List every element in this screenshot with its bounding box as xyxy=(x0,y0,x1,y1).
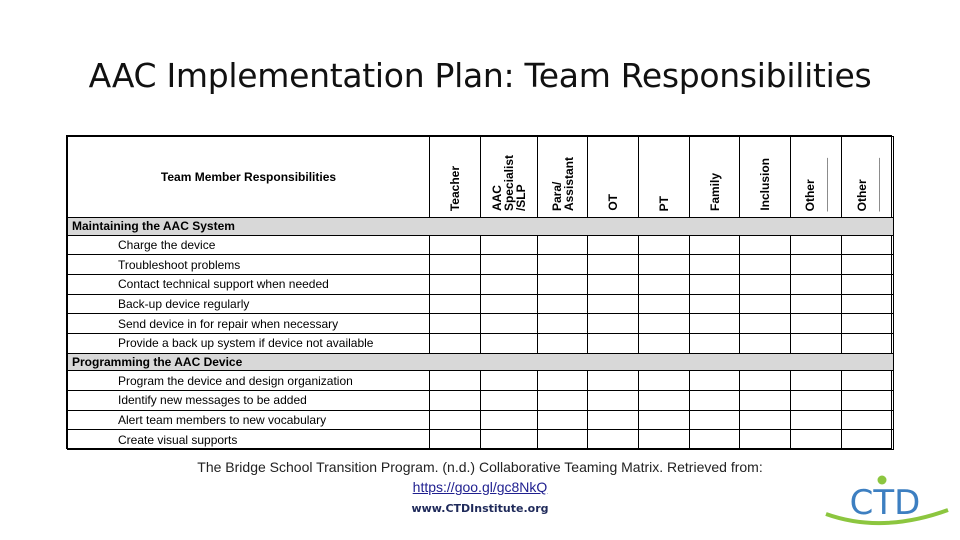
matrix-cell[interactable] xyxy=(842,430,894,450)
role-label: Teacher xyxy=(448,165,462,211)
matrix-cell[interactable] xyxy=(538,274,588,294)
citation-link[interactable]: https://goo.gl/gc8NkQ xyxy=(412,479,548,495)
task-row xyxy=(68,430,894,450)
task-label: Identify new messages to be added xyxy=(68,390,430,410)
matrix-cell[interactable] xyxy=(481,314,538,334)
slide-title: AAC Implementation Plan: Team Responsibilities xyxy=(88,56,872,95)
matrix-cell[interactable] xyxy=(481,274,538,294)
matrix-cell[interactable] xyxy=(791,255,842,275)
matrix-cell[interactable] xyxy=(740,430,791,450)
matrix-cell[interactable] xyxy=(588,314,639,334)
task-label: Send device in for repair when necessary xyxy=(68,314,430,334)
role-header-ot xyxy=(588,137,639,218)
footer-url: www.CTDInstitute.org xyxy=(411,502,549,515)
matrix-cell[interactable] xyxy=(639,274,690,294)
section-row xyxy=(68,353,894,371)
task-label: Alert team members to new vocabulary xyxy=(68,410,430,430)
matrix-cell[interactable] xyxy=(842,235,894,255)
matrix-cell[interactable] xyxy=(690,235,740,255)
matrix-cell[interactable] xyxy=(481,390,538,410)
citation-link-wrapper xyxy=(0,479,960,495)
matrix-cell[interactable] xyxy=(740,294,791,314)
matrix-cell[interactable] xyxy=(639,410,690,430)
matrix-cell[interactable] xyxy=(842,294,894,314)
matrix-cell[interactable] xyxy=(639,390,690,410)
matrix-cell[interactable] xyxy=(538,314,588,334)
task-row xyxy=(68,314,894,334)
matrix-cell[interactable] xyxy=(538,390,588,410)
corner-label: Team Member Responsibilities xyxy=(68,137,430,218)
task-row xyxy=(68,235,894,255)
matrix-cell[interactable] xyxy=(481,430,538,450)
matrix-cell[interactable] xyxy=(690,333,740,353)
task-row xyxy=(68,294,894,314)
matrix-cell[interactable] xyxy=(740,274,791,294)
matrix-cell[interactable] xyxy=(690,255,740,275)
matrix-cell[interactable] xyxy=(842,410,894,430)
role-header-other-2 xyxy=(842,137,894,218)
task-row xyxy=(68,390,894,410)
task-label: Program the device and design organization xyxy=(68,371,430,391)
citation-text: The Bridge School Transition Program. (n.d.) Collaborative Teaming Matrix. Retrieved from: xyxy=(197,459,763,475)
matrix-cell[interactable] xyxy=(791,314,842,334)
matrix-cell[interactable] xyxy=(430,371,481,391)
matrix-cell[interactable] xyxy=(538,430,588,450)
role-header-para-assistant xyxy=(538,137,588,218)
matrix-cell[interactable] xyxy=(481,294,538,314)
matrix-cell[interactable] xyxy=(588,430,639,450)
role-label: Inclusion xyxy=(758,158,772,211)
header-row xyxy=(68,137,894,218)
matrix-cell[interactable] xyxy=(588,235,639,255)
matrix-cell[interactable] xyxy=(639,235,690,255)
matrix-cell[interactable] xyxy=(588,255,639,275)
task-label: Provide a back up system if device not available xyxy=(68,333,430,353)
matrix-cell[interactable] xyxy=(639,294,690,314)
matrix-cell[interactable] xyxy=(690,274,740,294)
matrix-cell[interactable] xyxy=(538,333,588,353)
section-heading: Programming the AAC Device xyxy=(68,353,894,371)
matrix-cell[interactable] xyxy=(791,371,842,391)
matrix-cell[interactable] xyxy=(639,371,690,391)
matrix-cell[interactable] xyxy=(430,255,481,275)
matrix-cell[interactable] xyxy=(791,235,842,255)
matrix-cell[interactable] xyxy=(842,314,894,334)
matrix-table xyxy=(67,136,894,450)
matrix-cell[interactable] xyxy=(791,410,842,430)
matrix-cell[interactable] xyxy=(538,235,588,255)
matrix-cell[interactable] xyxy=(690,430,740,450)
role-label: Para/ Assistant xyxy=(549,156,576,211)
matrix-cell[interactable] xyxy=(842,274,894,294)
matrix-cell[interactable] xyxy=(842,371,894,391)
task-row xyxy=(68,371,894,391)
matrix-cell[interactable] xyxy=(791,390,842,410)
matrix-cell[interactable] xyxy=(842,333,894,353)
matrix-cell[interactable] xyxy=(430,410,481,430)
matrix-cell[interactable] xyxy=(430,274,481,294)
section-heading: Maintaining the AAC System xyxy=(68,218,894,236)
task-row xyxy=(68,410,894,430)
section-row xyxy=(68,218,894,236)
matrix-cell[interactable] xyxy=(690,390,740,410)
matrix-cell[interactable] xyxy=(740,255,791,275)
matrix-cell[interactable] xyxy=(740,371,791,391)
matrix-cell[interactable] xyxy=(639,314,690,334)
role-label: Other ________ xyxy=(803,157,829,211)
responsibility-matrix xyxy=(66,135,892,449)
task-row xyxy=(68,274,894,294)
role-header-teacher xyxy=(430,137,481,218)
matrix-cell[interactable] xyxy=(791,333,842,353)
matrix-cell[interactable] xyxy=(430,294,481,314)
matrix-cell[interactable] xyxy=(690,371,740,391)
matrix-cell[interactable] xyxy=(430,430,481,450)
task-label: Back-up device regularly xyxy=(68,294,430,314)
role-header-inclusion xyxy=(740,137,791,218)
matrix-cell[interactable] xyxy=(481,255,538,275)
matrix-cell[interactable] xyxy=(538,255,588,275)
matrix-cell[interactable] xyxy=(639,255,690,275)
role-label: OT xyxy=(606,194,620,211)
matrix-cell[interactable] xyxy=(430,314,481,334)
matrix-cell[interactable] xyxy=(588,333,639,353)
matrix-cell[interactable] xyxy=(639,333,690,353)
matrix-cell[interactable] xyxy=(588,390,639,410)
matrix-cell[interactable] xyxy=(538,410,588,430)
matrix-body xyxy=(68,218,894,450)
matrix-cell[interactable] xyxy=(690,410,740,430)
role-label: AAC Specialist /SLP xyxy=(490,154,528,211)
task-row xyxy=(68,255,894,275)
matrix-cell[interactable] xyxy=(588,410,639,430)
role-label: PT xyxy=(657,195,671,211)
task-row xyxy=(68,333,894,353)
matrix-cell[interactable] xyxy=(690,314,740,334)
role-header-aac-specialist xyxy=(481,137,538,218)
matrix-cell[interactable] xyxy=(740,235,791,255)
matrix-cell[interactable] xyxy=(588,294,639,314)
matrix-cell[interactable] xyxy=(481,410,538,430)
matrix-cell[interactable] xyxy=(588,371,639,391)
matrix-cell[interactable] xyxy=(588,274,639,294)
role-label: Other ________ xyxy=(854,157,881,211)
task-label: Troubleshoot problems xyxy=(68,255,430,275)
task-label: Contact technical support when needed xyxy=(68,274,430,294)
matrix-cell[interactable] xyxy=(639,430,690,450)
role-label: Family xyxy=(707,172,722,211)
role-header-pt xyxy=(639,137,690,218)
role-header-other-1 xyxy=(791,137,842,218)
ctd-logo-icon xyxy=(822,474,952,528)
matrix-cell[interactable] xyxy=(430,235,481,255)
matrix-cell[interactable] xyxy=(791,274,842,294)
matrix-cell[interactable] xyxy=(481,371,538,391)
matrix-cell[interactable] xyxy=(430,333,481,353)
matrix-cell[interactable] xyxy=(740,390,791,410)
matrix-cell[interactable] xyxy=(481,333,538,353)
matrix-cell[interactable] xyxy=(740,333,791,353)
matrix-cell[interactable] xyxy=(791,294,842,314)
matrix-cell[interactable] xyxy=(842,390,894,410)
matrix-cell[interactable] xyxy=(740,410,791,430)
matrix-cell[interactable] xyxy=(791,430,842,450)
matrix-cell[interactable] xyxy=(481,235,538,255)
matrix-cell[interactable] xyxy=(740,314,791,334)
matrix-cell[interactable] xyxy=(538,371,588,391)
matrix-cell[interactable] xyxy=(690,294,740,314)
task-label: Create visual supports xyxy=(68,430,430,450)
role-header-family xyxy=(690,137,740,218)
matrix-cell[interactable] xyxy=(842,255,894,275)
matrix-cell[interactable] xyxy=(538,294,588,314)
task-label: Charge the device xyxy=(68,235,430,255)
matrix-cell[interactable] xyxy=(430,390,481,410)
logo-text: CTD xyxy=(849,483,921,523)
